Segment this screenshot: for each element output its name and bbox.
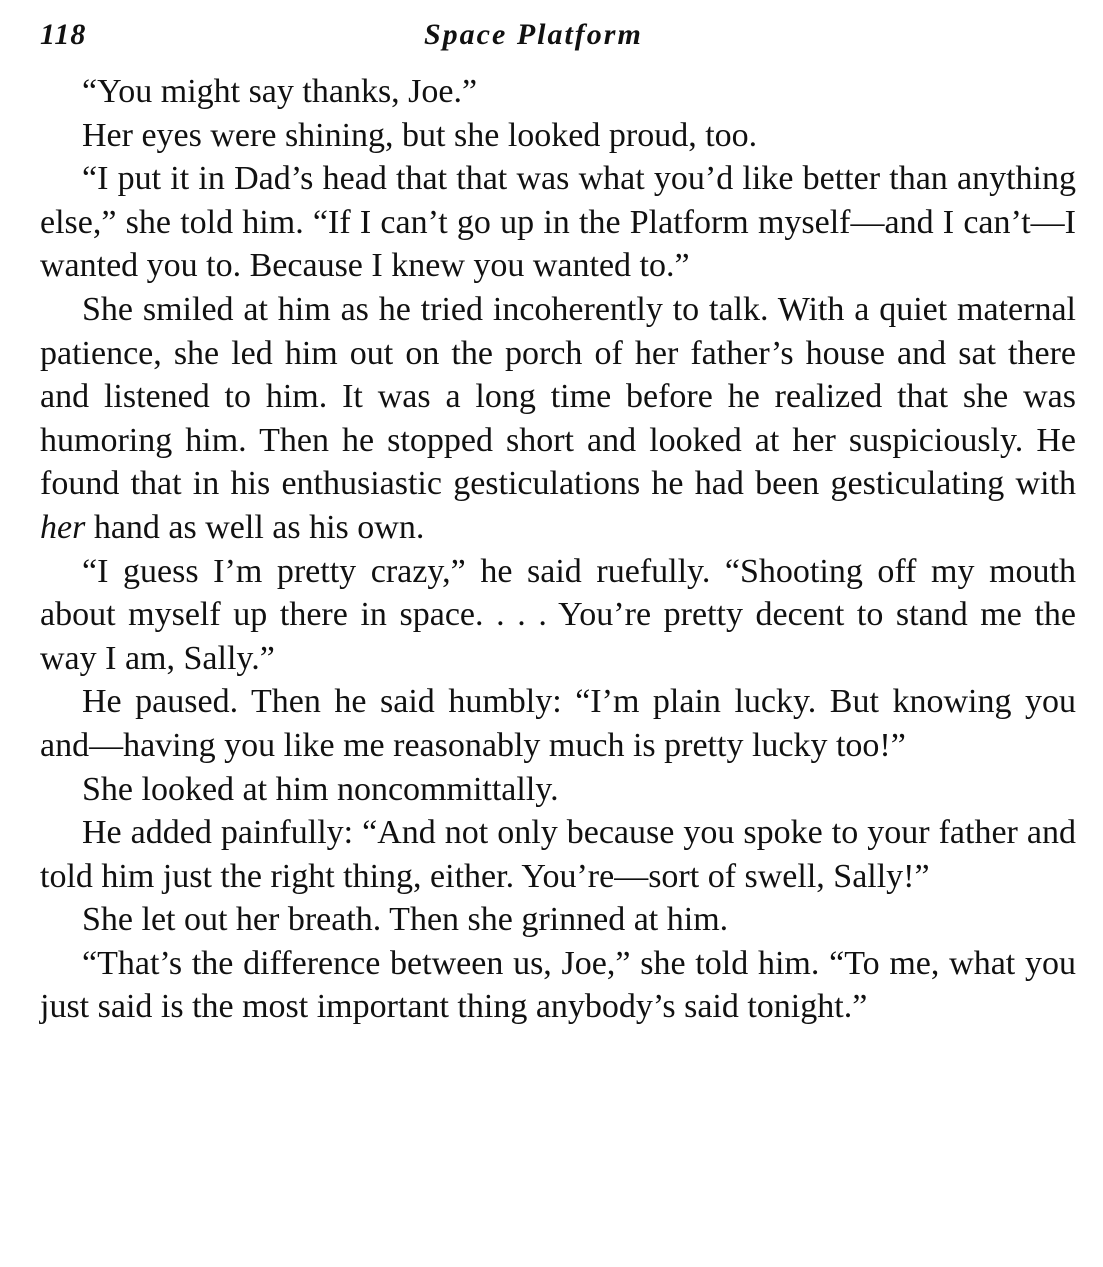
- emphasized-word: her: [40, 508, 86, 546]
- paragraph: “That’s the difference between us, Joe,” she told him. “To me, what you just said is the most important thing anybody’s said tonight.”: [40, 944, 1076, 1026]
- paragraph-text: She smiled at him as he tried incoherently to talk. With a quiet maternal patience, she led him out on the porch of her father’s house and sat there and listened to him. It was a long time before he realized that she was humoring him. Then he stopped short and looked at her suspiciously. He found that in his enthusiastic gesticulations he had been gesticulating with: [40, 290, 1076, 503]
- paragraph: [40, 288, 1076, 550]
- page-number: 118: [40, 18, 87, 51]
- page-header: [40, 14, 1076, 58]
- paragraph: He added painfully: “And not only because you spoke to your father and told him just the right thing, either. You’re—sort of swell, Sally!”: [40, 814, 1076, 895]
- running-title: Space Platform: [424, 18, 643, 51]
- body-text: [40, 70, 1076, 1029]
- book-page: [40, 14, 1076, 1029]
- paragraph: “I guess I’m pretty crazy,” he said ruefully. “Shooting off my mouth about myself up there in space. . . . You’re pretty decent to stand me the way I am, Sally.”: [40, 552, 1076, 677]
- paragraph: “I put it in Dad’s head that that was what you’d like better than anything else,” she told him. “If I can’t go up in the Platform myself—and I can’t—I wanted you to. Because I knew you wanted to.”: [40, 160, 1076, 285]
- paragraph-text: hand as well as his own.: [85, 508, 425, 546]
- paragraph: She let out her breath. Then she grinned at him.: [82, 901, 729, 939]
- paragraph: “You might say thanks, Joe.”: [82, 73, 478, 110]
- paragraph: She looked at him noncommittally.: [82, 770, 559, 808]
- paragraph: Her eyes were shining, but she looked proud, too.: [82, 116, 758, 154]
- paragraph: He paused. Then he said humbly: “I’m plain lucky. But knowing you and—having you like me reasonably much is pretty lucky too!”: [40, 683, 1076, 764]
